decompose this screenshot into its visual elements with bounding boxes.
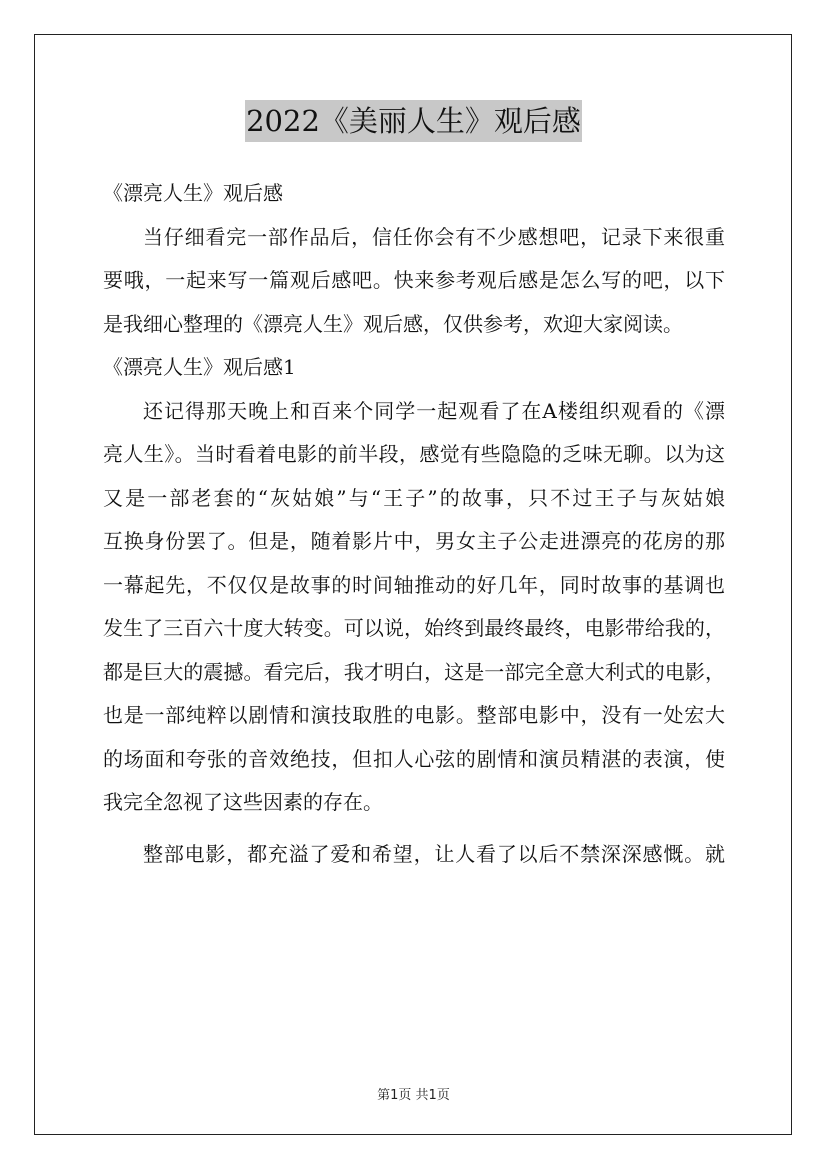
paragraph-line: 互换身份罢了。但是，随着影片中，男女主子公走进漂亮的花房的那: [103, 529, 725, 553]
paragraph-line: 也是一部纯粹以剧情和演技取胜的电影。整部电影中，没有一处宏大: [103, 703, 725, 727]
intro-line: 要哦，一起来写一篇观后感吧。快来参考观后感是怎么写的吧，以下: [103, 268, 725, 292]
document-title: 2022《美丽人生》观后感: [245, 100, 582, 142]
section-heading: 《漂亮人生》观后感1: [103, 355, 296, 379]
paragraph-gap: [103, 825, 725, 833]
paragraph-line: 又是一部老套的“灰姑娘”与“王子”的故事，只不过王子与灰姑娘: [103, 485, 725, 510]
subtitle: 《漂亮人生》观后感: [103, 181, 283, 205]
title-container: [0, 100, 827, 142]
paragraph-line: 都是巨大的震撼。看完后，我才明白，这是一部完全意大利式的电影，: [103, 659, 725, 684]
paragraph-line: 发生了三百六十度大转变。可以说，始终到最终最终，电影带给我的，: [103, 616, 725, 640]
paragraph-line: 亮人生》。当时看着电影的前半段，感觉有些隐隐的乏味无聊。以为这: [103, 442, 725, 466]
document-body: [103, 172, 725, 876]
page-footer: 第1页 共1页: [377, 1088, 450, 1103]
paragraph-line: 一幕起先，不仅仅是故事的时间轴推动的好几年，同时故事的基调也: [103, 572, 725, 597]
paragraph-line: 我完全忽视了这些因素的存在。: [103, 790, 383, 814]
intro-line: 当仔细看完一部作品后，信任你会有不少感想吧，记录下来很重: [143, 224, 725, 249]
paragraph-line: 的场面和夸张的音效绝技，但扣人心弦的剧情和演员精湛的表演，使: [103, 746, 725, 771]
intro-line: 是我细心整理的《漂亮人生》观后感，仅供参考，欢迎大家阅读。: [103, 311, 683, 336]
paragraph-line: 还记得那天晚上和百来个同学一起观看了在A楼组织观看的《漂: [143, 398, 725, 423]
paragraph-line: 整部电影，都充溢了爱和希望，让人看了以后不禁深深感慨。就: [143, 841, 725, 866]
